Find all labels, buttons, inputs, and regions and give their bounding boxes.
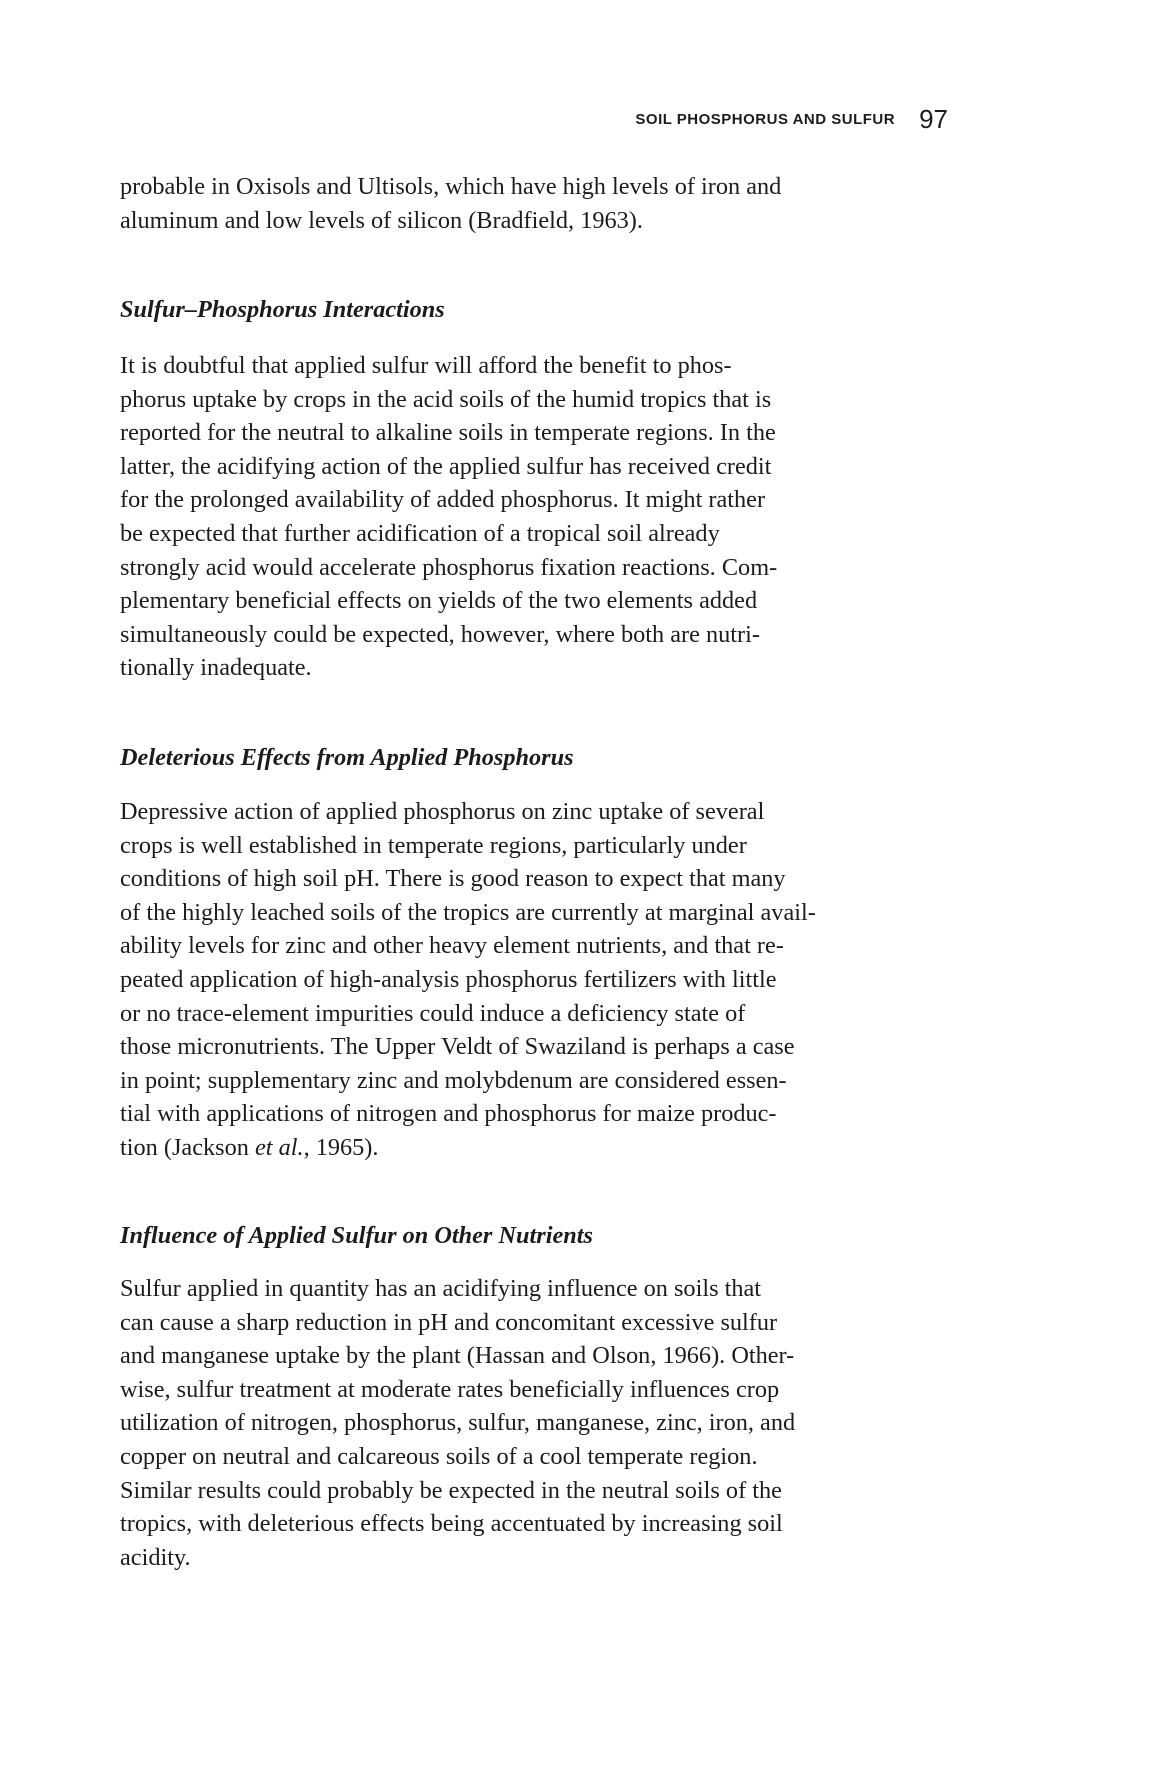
text-line: strongly acid would accelerate phosphorus fixation reactions. Com- bbox=[120, 553, 778, 581]
text-line: reported for the neutral to alkaline soils in temperate regions. In the bbox=[120, 419, 776, 447]
page-number: 97 bbox=[919, 104, 948, 134]
text-line: aluminum and low levels of silicon (Bradfield, 1963). bbox=[120, 206, 643, 234]
text-line: simultaneously could be expected, however, where both are nutri- bbox=[120, 620, 760, 648]
section-paragraph-deleterious-effects bbox=[120, 795, 1020, 1165]
text-line: or no trace-element impurities could induce a deficiency state of bbox=[120, 999, 746, 1027]
text-line: Sulfur applied in quantity has an acidifying influence on soils that bbox=[120, 1275, 762, 1302]
text-line: wise, sulfur treatment at moderate rates beneficially influences crop bbox=[120, 1375, 780, 1403]
text-line: Similar results could probably be expected in the neutral soils of the bbox=[120, 1476, 782, 1504]
text-line: latter, the acidifying action of the applied sulfur has received credit bbox=[120, 452, 772, 480]
text-line: copper on neutral and calcareous soils of a cool temperate region. bbox=[120, 1442, 758, 1470]
text-line: peated application of high-analysis phosphorus fertilizers with little bbox=[120, 965, 777, 993]
text-line: utilization of nitrogen, phosphorus, sulfur, manganese, zinc, iron, and bbox=[120, 1409, 796, 1437]
section-heading-deleterious-effects: Deleterious Effects from Applied Phosphorus bbox=[120, 744, 574, 771]
text-line: crops is well established in temperate regions, particularly under bbox=[120, 831, 747, 859]
text-line: of the highly leached soils of the tropics are currently at marginal avail- bbox=[120, 898, 816, 926]
text-line: those micronutrients. The Upper Veldt of Swaziland is perhaps a case bbox=[120, 1033, 795, 1061]
text-line: acidity. bbox=[120, 1543, 191, 1571]
text-line: conditions of high soil pH. There is good reason to expect that many bbox=[120, 865, 786, 893]
text-line-part: tion (Jackson et al., 1965). bbox=[120, 1133, 379, 1161]
text-line: in point; supplementary zinc and molybdenum are considered essen- bbox=[120, 1066, 787, 1094]
section-heading-sulfur-phosphorus: Sulfur–Phosphorus Interactions bbox=[120, 296, 445, 323]
text-line: phorus uptake by crops in the acid soils of the humid tropics that is bbox=[120, 385, 772, 413]
text-line: plementary beneficial effects on yields of the two elements added bbox=[120, 587, 758, 615]
text-line: probable in Oxisols and Ultisols, which have high levels of iron and bbox=[120, 173, 782, 200]
text-line: Depressive action of applied phosphorus on zinc uptake of several bbox=[120, 798, 765, 825]
section-paragraph-influence-sulfur bbox=[120, 1272, 1020, 1574]
text-line: for the prolonged availability of added phosphorus. It might rather bbox=[120, 486, 766, 514]
text-line: can cause a sharp reduction in pH and concomitant excessive sulfur bbox=[120, 1308, 778, 1336]
text-line: be expected that further acidification of a tropical soil already bbox=[120, 519, 720, 547]
citation-et-al: et al. bbox=[254, 1133, 304, 1161]
running-title: SOIL PHOSPHORUS AND SULFUR bbox=[635, 111, 896, 128]
intro-paragraph bbox=[120, 170, 1020, 237]
text-line: It is doubtful that applied sulfur will afford the benefit to phos- bbox=[120, 352, 732, 379]
section-paragraph-sulfur-phosphorus bbox=[120, 349, 1020, 685]
text-line: tropics, with deleterious effects being accentuated by increasing soil bbox=[120, 1510, 783, 1538]
running-head bbox=[120, 104, 948, 135]
section-heading-influence-sulfur: Influence of Applied Sulfur on Other Nutrients bbox=[120, 1222, 593, 1249]
text-line: tial with applications of nitrogen and phosphorus for maize produc- bbox=[120, 1100, 777, 1128]
text-line: ability levels for zinc and other heavy element nutrients, and that re- bbox=[120, 932, 784, 960]
text-line: and manganese uptake by the plant (Hassan and Olson, 1966). Other- bbox=[120, 1342, 795, 1370]
text-line bbox=[120, 1131, 1020, 1165]
text-line: tionally inadequate. bbox=[120, 654, 312, 682]
